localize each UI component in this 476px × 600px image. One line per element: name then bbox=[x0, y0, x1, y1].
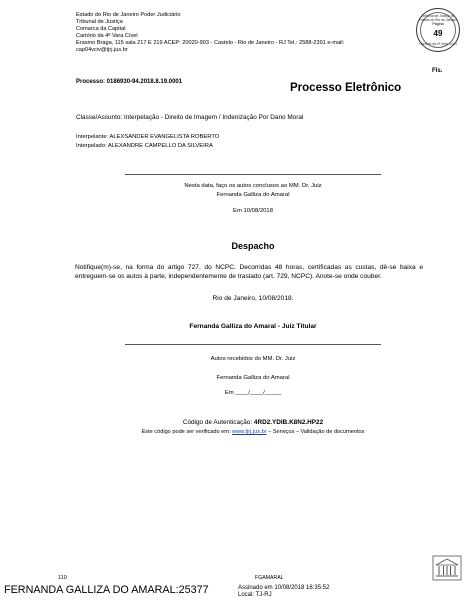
footer-page-number: 110 bbox=[58, 575, 67, 581]
divider bbox=[125, 174, 381, 175]
fls-label: Fls. bbox=[432, 68, 443, 74]
header-line: Cartório da 4ª Vara Cível bbox=[76, 33, 138, 39]
seal-bottom-text: Cartório da 4ª Vara Cível bbox=[419, 42, 457, 46]
dispatch-signature: Fernanda Galliza do Amaral - Juiz Titular bbox=[189, 323, 317, 330]
conclusion-date: Em 10/08/2018 bbox=[233, 208, 273, 214]
header-line: cap04vciv@tjrj.jus.br bbox=[76, 47, 128, 53]
digital-signer: FERNANDA GALLIZA DO AMARAL:25377 bbox=[4, 584, 209, 596]
seal-page-label: Página bbox=[432, 22, 444, 26]
signature-info bbox=[238, 585, 329, 599]
signed-local: Local: TJ-RJ bbox=[238, 592, 272, 598]
header-line: Comarca da Capital bbox=[76, 26, 126, 32]
header-line: Tribunal de Justiça bbox=[76, 19, 123, 25]
divider bbox=[125, 344, 381, 345]
court-logo-icon bbox=[432, 555, 462, 581]
page-title: Processo Eletrônico bbox=[290, 82, 402, 94]
header-line: Estado do Rio de Janeiro Poder Judiciário bbox=[76, 12, 181, 18]
dispatch-text: Notifique(m)-se, na forma do artigo 727, do NCPC. Decorridas 48 horas, certificadas as custas, dê-se baixa e entreguem-se os autos à parte, independentemente de traslado (art. 729, NCPC). Anote-se onde couber. bbox=[75, 264, 423, 281]
header-line: Erasmo Braga, 115 sala 217 E 219 ACEP: 20020-903 - Castelo - Rio de Janeiro - RJ Tel.: 2588-2391 e-mail: bbox=[76, 40, 345, 46]
page-seal bbox=[416, 8, 460, 52]
seal-top-text: Tribunal de Justiça do Estado do Rio de Janeiro bbox=[418, 14, 458, 22]
interpellee: Interpelado: ALEXANDRE CAMPELLO DA SILVEIRA bbox=[76, 143, 213, 149]
receipt-line: Autos recebidos do MM. Dr. Juiz bbox=[210, 356, 296, 362]
dispatch-place-date: Rio de Janeiro, 10/08/2018. bbox=[212, 295, 294, 302]
conclusion-line: Nesta data, faço os autos conclusos ao MM. Dr. Juiz bbox=[184, 183, 322, 189]
seal-page-number: 49 bbox=[433, 29, 443, 38]
verification-line bbox=[60, 429, 446, 435]
receipt-date: Em ____/____/_____ bbox=[224, 390, 282, 396]
conclusion-judge: Fernanda Galliza do Amaral bbox=[216, 192, 290, 198]
court-header bbox=[76, 12, 406, 54]
verify-suffix: – Serviços – Validação de documentos bbox=[268, 429, 365, 435]
class-subject: Classe/Assunto: Interpelação - Direito de Imagem / Indenização Por Dano Moral bbox=[76, 114, 304, 121]
footer-user-code: FGAMARAL bbox=[255, 575, 284, 581]
authentication-code-line bbox=[60, 419, 446, 426]
signed-date: Assinado em 10/08/2018 16:35:52 bbox=[238, 585, 330, 591]
interpellant: Interpelante: ALEXSANDER EVANGELISTA ROBERTO bbox=[76, 134, 220, 140]
verify-prefix: Este código pode ser verificado em: bbox=[141, 429, 231, 435]
authentication-label: Código de Autenticação: bbox=[182, 419, 253, 426]
dispatch-heading: Despacho bbox=[231, 241, 275, 251]
authentication-code: 4RD2.YDIB.K8N2.HP22 bbox=[253, 419, 324, 426]
process-number: Processo: 0186930-94.2018.8.19.0001 bbox=[76, 79, 183, 85]
verify-link[interactable]: www.tjrj.jus.br bbox=[232, 429, 267, 435]
receipt-judge: Fernanda Galliza do Amaral bbox=[216, 375, 290, 381]
